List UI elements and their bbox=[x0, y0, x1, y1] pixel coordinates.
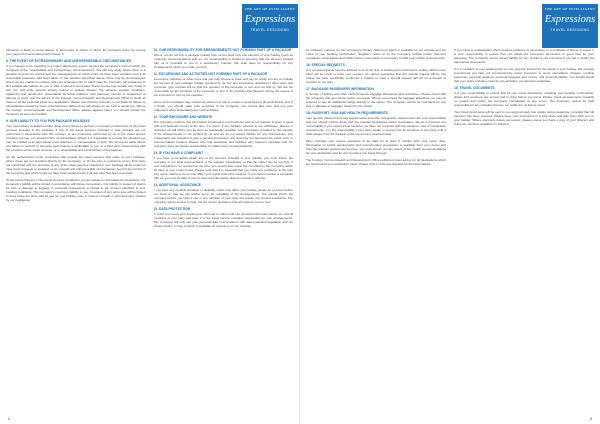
column-left bbox=[306, 48, 446, 412]
brand-name: Expressions bbox=[544, 14, 596, 25]
page-number: 2 bbox=[8, 416, 11, 421]
clause-heading: 11. EXCURSIONS AND ACTIVITIES NOT FORMING PART OF A PACKAGE bbox=[153, 72, 268, 76]
brand-logo bbox=[542, 4, 598, 48]
clause-heading: 16. SPECIAL REQUESTS bbox=[306, 63, 345, 67]
column-left bbox=[6, 48, 146, 412]
brand-tagline-bottom: TRAVEL DESIGNING bbox=[550, 28, 590, 32]
clause-text: for whatever purpose for the Company's Privacy Statement which is available on our website and the notes of your booking confirmation. Suppliers relied on by the Company include hotels, transport companies, local agents and others whose cooperation is necessary to fulfil your holiday arrangements. bbox=[306, 48, 446, 60]
clause-block bbox=[6, 155, 146, 175]
page-number: 3 bbox=[589, 416, 592, 421]
clause-block bbox=[6, 178, 146, 202]
column-right bbox=[154, 48, 294, 412]
clause-block bbox=[306, 63, 446, 84]
clause-heading: 14. ADDITIONAL ASSISTANCE bbox=[153, 183, 201, 187]
clause-text: In order to process your booking we will need to collect and use personal information about you and all members of your party and pass it to the travel service providers responsible for your arrangements. The Company will only use your personal data in accordance with data protection legislation and our Privacy Policy, a copy of which is available on request or on our website. bbox=[153, 212, 293, 228]
brand-tagline-top: THE ART OF INTELLIGENT bbox=[244, 7, 296, 11]
clause-block bbox=[6, 59, 146, 116]
clause-block bbox=[6, 48, 146, 56]
clause-text: A number of airlines and other carriers impose baggage allowances and restrictions. Please check with the Company and your carrier before you travel. Where you exceed the baggage allowance you may be required to pay an additional charge directly to the carrier. The Company cannot be held liable for any loss or damage to baggage caused by the carrier. bbox=[306, 92, 446, 108]
clause-text: Any special requests must be advised to us at the time of booking and confirmed in writing. Whilst every effort will be made to meet your request, we cannot guarantee that any special request will be met unless we have specifically confirmed it. Failure to meet a special request will not be a breach of contract on our part. bbox=[306, 68, 446, 84]
clause-text: If you have any medical condition or disability which may affect your holiday please let us know before you book so that we can advise as to the suitability of the arrangements. You should inform the Company before you book if you or any member of your party will require any special assistance. The Company will do its best to help, but we cannot guarantee that all requests can be met. bbox=[153, 188, 293, 204]
clause-text: It is a condition of your booking that you are properly insured for the whole of your holiday. We strongly recommend you take out comprehensive travel insurance to cover cancellation charges, medical expenses, personal accident, personal baggage and money, and personal liability. You should check that your policy includes cover for any activities you intend to undertake. bbox=[454, 67, 594, 83]
brand-tagline-bottom: TRAVEL DESIGNING bbox=[250, 28, 290, 32]
clause-text: Your travel documents will be sent to you approximately two weeks before departure, provided that full payment has been received. Please keep your documents in a safe place and take them with you on your holiday. Where electronic tickets are issued, please ensure you have a copy of your itinerary and reference numbers available for check-in. bbox=[454, 110, 594, 126]
clause-text: behaviour is likely to cause danger or annoyance to others or where the Company does not receive your payment in accordance with Clause 5. bbox=[6, 48, 146, 56]
clause-text: Where you do not buy a package holiday from us but book only one element of your holiday (such as hotel-only accommodation) with us, our responsibility is limited to ensuring that the element booked with us is provided to you in a satisfactory manner. We shall have no responsibility for any arrangements which you make yourself. bbox=[153, 53, 293, 69]
clause-text: The Foreign, Commonwealth and Development Office publishes travel advice for all destinations which we recommend you read before travel. Please refer to fcdo.gov.uk/travel for the latest advice. bbox=[306, 158, 446, 166]
clause-block bbox=[454, 67, 594, 83]
clause-block bbox=[454, 48, 594, 64]
clause-block bbox=[154, 207, 294, 228]
clause-block bbox=[6, 119, 146, 152]
clause-block bbox=[454, 86, 594, 107]
clause-text: Most countries now require passports to be valid for at least 6 months after your return date. Information on health requirements and recommended precautions is available from your doctor and from the relevant government sources. You must ensure you are aware of any health recommendations for your destination and for any countries you travel through. bbox=[306, 139, 446, 155]
brand-tagline-top: THE ART OF INTELLIGENT bbox=[544, 7, 596, 11]
column-right bbox=[454, 48, 594, 412]
clause-text: If you travel to a destination which requires evidence of vaccination or a certificate of fitness to travel, it is your responsibility to ensure that you obtain the necessary documents in good time for your departure. The Company cannot accept liability for any problems you encounter if you fail to obtain the appropriate documents. bbox=[454, 48, 594, 64]
clause-text: To the extent that any of the travel services provided to you are subject to international conventions, the Company's liability will be limited in accordance with those conventions. Our liability in respect of claims for loss or damage to luggage or personal possessions is limited to the amount specified in your booking conditions. The Company's maximum liability to you in respect of any other loss will be limited to three times the price paid by you for your holiday, save in respect of death or personal injury caused by our negligence. bbox=[6, 178, 146, 202]
clause-block bbox=[154, 151, 294, 180]
clause-text: Excursions, activities or other tours that you may choose to book and pay for whilst you are on holiday are not part of your package holiday provided by us. For any excursions, activities or other tours that you book, your contract will be with the operator of the excursion or tour and not with us. We are not responsible for the provision of the excursion or tour or for anything that happens during the course of the excursion or tour by the operator. bbox=[153, 77, 293, 97]
clause-block bbox=[306, 139, 446, 155]
brand-logo bbox=[242, 4, 298, 48]
clause-text: Your specific passport and visa requirements and other immigration requirements are your responsibility and you should confirm these with the relevant Embassies and/or Consulates. We do not accept any responsibility if you cannot travel because you have not complied with any passport, visa or immigration requirements. It is the responsibility of the party leader to ensure that all members of the party hold a valid passport for the duration of the trip and any required visas. bbox=[306, 116, 446, 136]
clause-heading: 12. YOUR BROCHURE AND WEBSITE bbox=[153, 115, 213, 119]
clause-block bbox=[154, 183, 294, 204]
clause-block bbox=[306, 111, 446, 136]
clause-heading: 18. PASSPORT, VISA AND HEALTH REQUIREMENTS bbox=[306, 111, 388, 115]
clause-block bbox=[306, 87, 446, 108]
clause-text: If you have a complaint about any of the services included in your holiday, you must inform the Company or our local representative or the supplier immediately so that the matter can be put right. If your complaint is not resolved at the time, you should also report the complaint to the Company within 28 days of your return home. Please note that it is essential that you notify any problems at the time they occur; failure to do so may affect your rights under this contract. If you cannot resolve a complaint with us, you may be able to use an approved alternative dispute resolution scheme. bbox=[153, 156, 293, 180]
brand-name: Expressions bbox=[244, 14, 296, 25]
clause-block bbox=[306, 48, 446, 60]
clause-block bbox=[154, 100, 294, 112]
clause-text: (a) the performance of the companies that provide the travel services that make up your package, where these are not provided directly by the Company; or (b) the acts or omissions of any third party not connected with the provision of any of the travel services included in your package which could not have been foreseen or avoided; or (c) unusual and unforeseeable circumstances beyond the control of the Company and which could not have been avoided even if all due care had been exercised. bbox=[6, 155, 146, 175]
terms-text-area bbox=[306, 48, 594, 412]
clause-heading: 17. BAGGAGE PASSENGER INFORMATION bbox=[306, 87, 374, 91]
clause-heading: 15. DATA PROTECTION bbox=[153, 207, 191, 211]
clause-text: Your must inform us without undue delay of any failure to perform or improper performance of the travel services included in the package. If any of the travel services included in your package are not performed in accordance with this contract, or are improperly performed by us or the travel service providers we use, you should inform us immediately. Where it is impossible to remedy the situation you may be entitled to an appropriate price reduction or compensation or both. We will not be liable where any failure to perform or improper performance is attributable to you, to a third party unconnected with the provision of the travel services, or to unavoidable and extraordinary circumstances. bbox=[6, 124, 146, 152]
clause-text: It is your responsibility to ensure that all your travel documents, including your booking confirmation, tickets and vouchers, are correct and in order before you travel. Please check all documents carefully on receipt and inform the Company immediately of any errors. The Company cannot be held responsible for any mistakes that are not notified to us before travel. bbox=[454, 91, 594, 107]
clause-text: The Company confirms that information contained in our brochures and on our website is given in good faith and believed correct at the time it is given. If any facilities referred to are withdrawn, altered or restricted we will inform you as soon as reasonably possible. Any information provided by the supplier of the arrangements is not verified by us and we do not accept liability for any inaccuracies. Any photographs are intended to give a general impression only and may not represent the exact room or accommodation booked. Please note that standards and facilities vary between countries and the Company does not accept responsibility for differences in local standards. bbox=[153, 120, 293, 148]
clause-block bbox=[454, 110, 594, 126]
clause-block bbox=[306, 158, 446, 166]
clause-heading: 10. OUR RESPONSIBILITY FOR ARRANGEMENTS NOT FORMING PART OF A PACKAGE bbox=[153, 48, 292, 52]
clause-heading: 13. IF YOU HAVE A COMPLAINT bbox=[153, 151, 204, 155]
clause-block bbox=[154, 115, 294, 148]
clause-heading: 9. OUR LIABILITY TO YOU FOR PACKAGE HOLIDAYS bbox=[6, 119, 90, 123]
clause-block bbox=[154, 72, 294, 97]
page-right bbox=[300, 0, 600, 424]
clause-heading: 8. THE EVENT OF EXTRAORDINARY AND UNFORESEEABLE CIRCUMSTANCES bbox=[6, 59, 132, 63]
clause-text: Some accommodation may contain an element of risk or require a good level of physical fitness and, if in doubt, you should make prior enquiries of the Company. You should take care and use your judgement when undertaking any such activities. bbox=[153, 100, 293, 112]
clause-block bbox=[154, 48, 294, 69]
clause-text: If you happen to be travelling in a region affected by events beyond the Company's control (which the Company terms "unavoidable and extraordinary circumstances"), this will only apply where there is a situation beyond our control and the consequences of which could not have been avoided even if all reasonable measures had been taken. In the situation described above, there may be circumstances where we are unable to continue with your arrangements, in which case the Company will endeavour to find suitable alternatives for you or offer a refund of sums paid. These events may include war, threat of war, riot, civil strife, terrorist activity, natural or nuclear disaster, fire, adverse weather conditions, epidemics and pandemics, unavoidable technical problems with transport, closure or congestion of airports or ports, and the advice of the Foreign, Commonwealth and Development Office to avoid all travel or all but essential travel to a destination. Please note that the Company is not liable for delays or cancellations caused by these circumstances, although we will always do our best to assist you. Where the Foreign, Commonwealth and Development Office advises against travel, you should contact the Company as soon as possible. bbox=[6, 64, 146, 116]
terms-text-area bbox=[6, 48, 293, 412]
clause-heading: 19. TRAVEL DOCUMENTS bbox=[454, 86, 495, 90]
